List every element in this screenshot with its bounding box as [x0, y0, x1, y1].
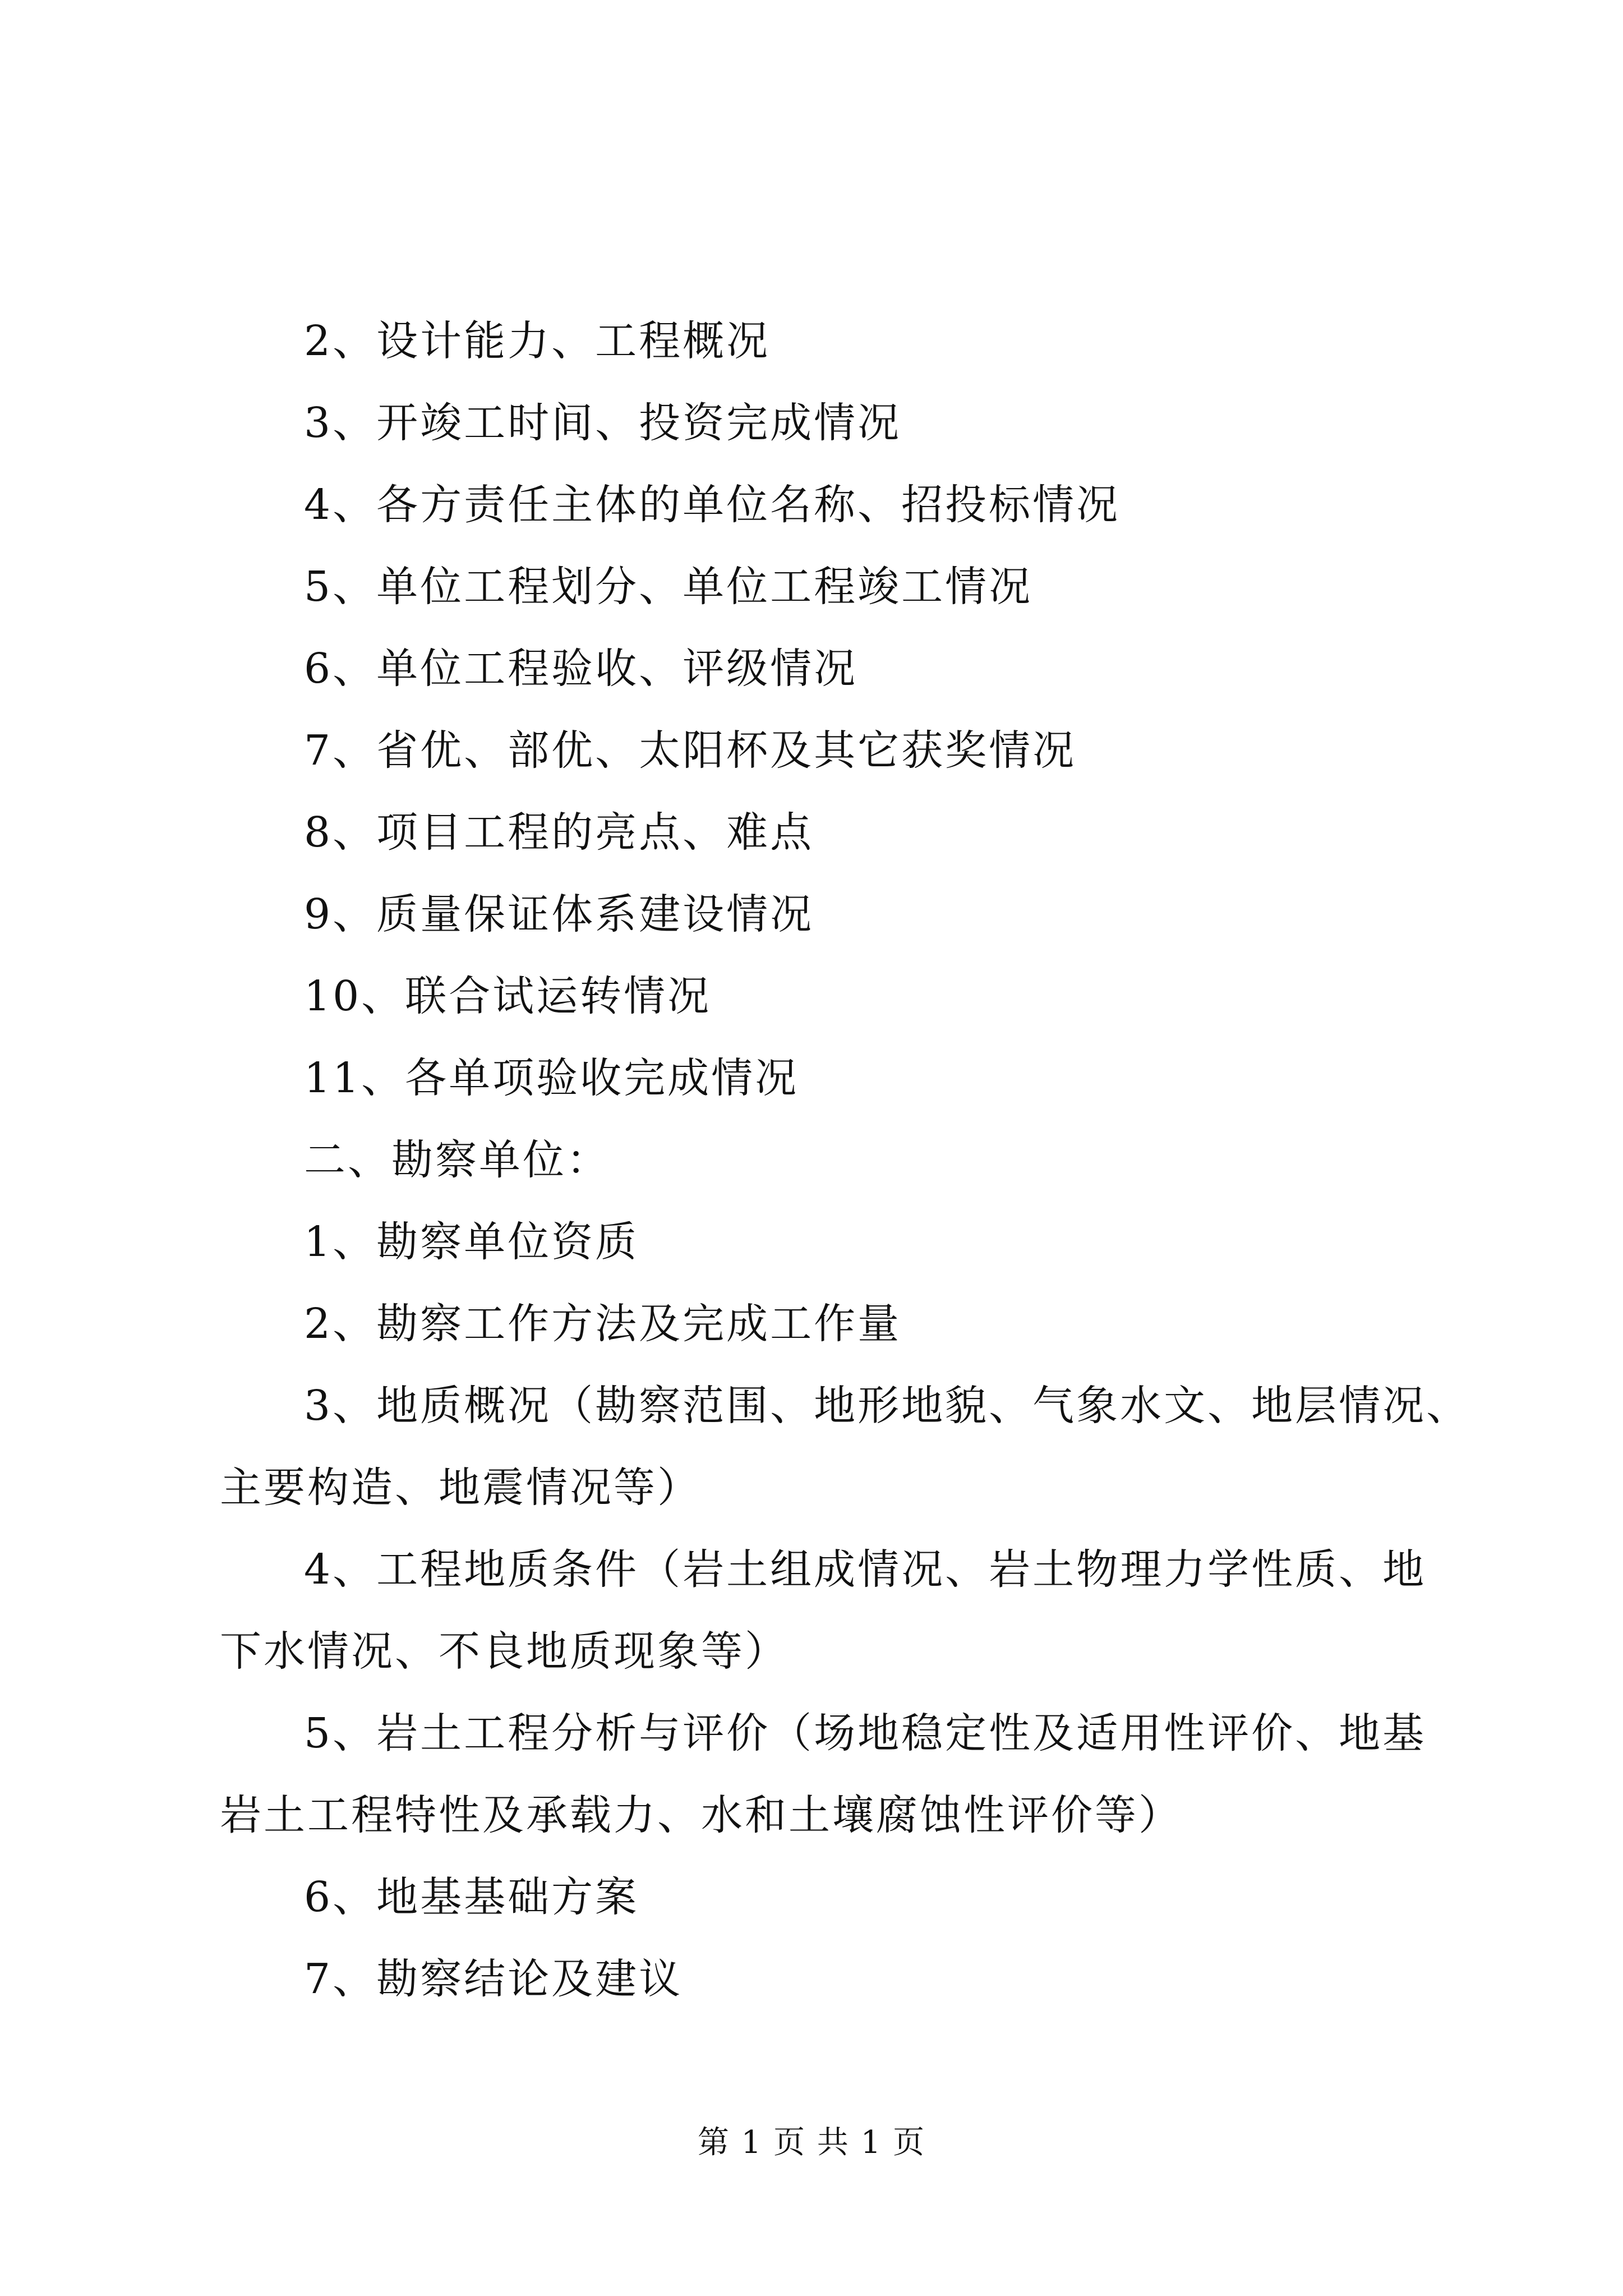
- list-item: 8、项目工程的亮点、难点: [304, 808, 814, 857]
- list-item: 4、工程地质条件（岩土组成情况、岩土物理力学性质、地: [304, 1545, 1427, 1594]
- list-item-continuation: 下水情况、不良地质现象等）: [220, 1627, 789, 1676]
- list-item: 9、质量保证体系建设情况: [304, 890, 814, 938]
- list-item: 1、勘察单位资质: [304, 1218, 639, 1266]
- list-item: 7、勘察结论及建议: [304, 1955, 683, 2003]
- list-item: 7、省优、部优、太阳杯及其它获奖情况: [304, 726, 1077, 775]
- list-item: 3、地质概况（勘察范围、地形地貌、气象水文、地层情况、: [304, 1382, 1470, 1430]
- page-number-label: 第 1 页 共 1 页: [697, 2124, 926, 2161]
- list-item: 4、各方责任主体的单位名称、招投标情况: [304, 481, 1121, 529]
- page-footer: [0, 2120, 1623, 2165]
- list-item: 10、联合试运转情况: [304, 972, 712, 1020]
- list-item: 3、开竣工时间、投资完成情况: [304, 399, 902, 447]
- list-item: 11、各单项验收完成情况: [304, 1054, 799, 1102]
- list-item: 2、勘察工作方法及完成工作量: [304, 1300, 902, 1348]
- document-body: [220, 300, 1470, 2020]
- list-item: 6、地基基础方案: [304, 1873, 639, 1921]
- list-item: 2、设计能力、工程概况: [304, 317, 771, 365]
- list-item: 6、单位工程验收、评级情况: [304, 645, 858, 693]
- list-item: 5、单位工程划分、单位工程竣工情况: [304, 563, 1033, 611]
- list-item-continuation: 岩土工程特性及承载力、水和土壤腐蚀性评价等）: [220, 1791, 1182, 1839]
- list-item: 5、岩土工程分析与评价（场地稳定性及适用性评价、地基: [304, 1709, 1427, 1757]
- list-item-continuation: 主要构造、地震情况等）: [220, 1464, 701, 1512]
- section-heading: 二、勘察单位：: [304, 1136, 610, 1184]
